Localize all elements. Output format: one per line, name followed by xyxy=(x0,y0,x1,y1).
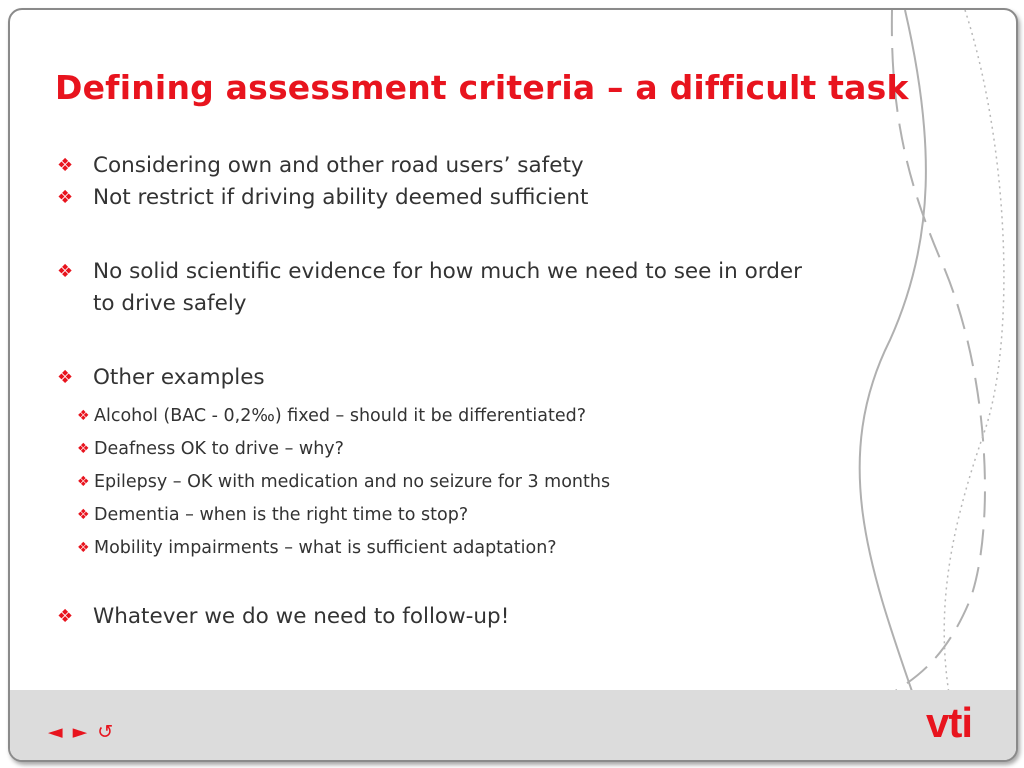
next-slide-icon[interactable]: ► xyxy=(72,721,88,743)
bullet-marker-icon: ❖ xyxy=(77,540,90,556)
bullet-marker-icon: ❖ xyxy=(57,261,74,282)
slide-navigation xyxy=(48,722,113,742)
spacer xyxy=(55,559,815,601)
slide xyxy=(8,8,1018,762)
bullet-marker-icon: ❖ xyxy=(77,408,90,424)
sub-bullet-text: Dementia – when is the right time to stop? xyxy=(94,505,469,525)
sub-bullet-item xyxy=(55,504,815,526)
bullet-item xyxy=(55,150,815,182)
footer-bar xyxy=(10,690,1016,760)
previous-slide-icon[interactable]: ◄ xyxy=(48,721,63,743)
dashed-curve xyxy=(880,10,985,700)
vti-logo: vti xyxy=(925,699,972,746)
bullet-item xyxy=(55,182,815,214)
bullet-marker-icon: ❖ xyxy=(57,367,74,388)
bullet-marker-icon: ❖ xyxy=(57,155,74,176)
bullet-text: Other examples xyxy=(93,365,265,390)
bullet-item xyxy=(55,256,815,320)
bullet-marker-icon: ❖ xyxy=(57,606,74,627)
bullet-list xyxy=(55,150,815,633)
bullet-marker-icon: ❖ xyxy=(57,187,74,208)
bullet-marker-icon: ❖ xyxy=(77,441,90,457)
sub-bullet-item xyxy=(55,405,815,427)
sub-bullet-item xyxy=(55,471,815,493)
bullet-text: Considering own and other road users’ safety xyxy=(93,153,584,178)
return-icon[interactable]: ↺ xyxy=(97,721,114,743)
sub-bullet-text: Alcohol (BAC - 0,2‰) fixed – should it be differentiated? xyxy=(94,406,587,426)
sub-bullet-text: Epilepsy – OK with medication and no seizure for 3 months xyxy=(94,472,611,492)
sub-bullet-text: Mobility impairments – what is sufficient adaptation? xyxy=(94,538,557,558)
sub-bullet-text: Deafness OK to drive – why? xyxy=(94,439,344,459)
dotted-curve xyxy=(944,10,1004,700)
solid-curve xyxy=(860,10,926,700)
slide-title: Defining assessment criteria – a difficult task xyxy=(55,68,909,107)
bullet-text: Not restrict if driving ability deemed sufficient xyxy=(93,185,589,210)
spacer xyxy=(55,320,815,362)
bullet-marker-icon: ❖ xyxy=(77,474,90,490)
bullet-item xyxy=(55,362,815,394)
bullet-marker-icon: ❖ xyxy=(77,507,90,523)
bullet-text: Whatever we do we need to follow-up! xyxy=(93,604,510,629)
sub-bullet-item xyxy=(55,537,815,559)
spacer xyxy=(55,214,815,256)
bullet-text: No solid scientific evidence for how much we need to see in order to drive safely xyxy=(93,259,802,316)
bullet-item xyxy=(55,601,815,633)
sub-bullet-item xyxy=(55,438,815,460)
